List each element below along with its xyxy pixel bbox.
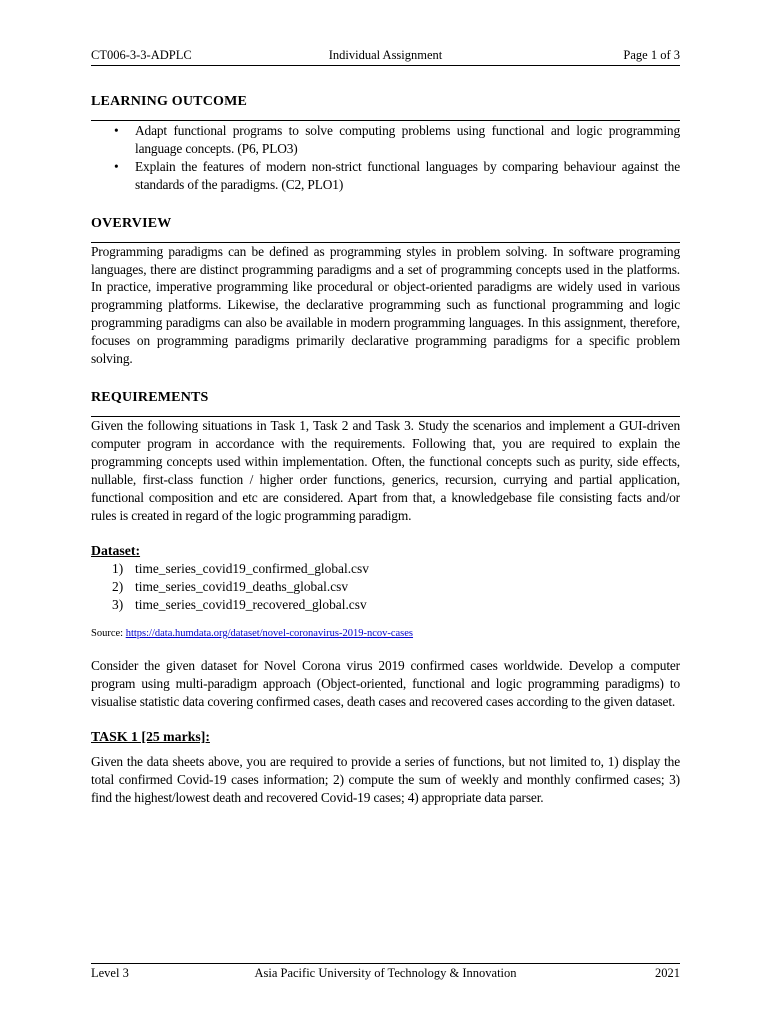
list-item [91, 596, 680, 614]
page-footer [91, 963, 680, 980]
list-number: 3) [112, 597, 124, 613]
list-item [91, 158, 680, 194]
task1-paragraph: Given the data sheets above, you are required to provide a series of functions, but not limited to, 1) display the total confirmed Covid-19 cases information; 2) compute the sum of weekly and monthly confirmed cases; 3) find the highest/lowest death and recovered Covid-19 cases; 4) appropriate data parser. [91, 753, 680, 805]
page-body [91, 93, 680, 807]
requirements-paragraph: Given the following situations in Task 1, Task 2 and Task 3. Study the scenarios and implement a GUI-driven computer program in accordance with the requirements. Following that, you are required to explain the programming concepts used within implementation. Often, the functional concepts such as purity, side effects, nullable, first-class function / higher order functions, generics, recursion, currying and partial application, functional composition and etc are considered. Apart from that, a knowledgebase file consisting facts and/or rules is created in regard of the logic programming paradigm. [91, 417, 680, 523]
footer-level: Level 3 [91, 966, 129, 980]
consider-paragraph: Consider the given dataset for Novel Corona virus 2019 confirmed cases worldwide. Develop a computer program using multi-paradigm approach (Object-oriented, functional and logic programming paradigms) to visualise statistic data covering confirmed cases, death cases and recovered cases according to the given dataset. [91, 658, 680, 709]
bullet-glyph: • [114, 123, 119, 138]
overview-heading: OVERVIEW [91, 215, 172, 231]
list-number: 2) [112, 579, 124, 595]
dataset-file-name: time_series_covid19_deaths_global.csv [135, 579, 349, 595]
task1-heading: TASK 1 [25 marks]: [91, 728, 210, 744]
learning-outcome-text: Adapt functional programs to solve computing problems using functional and logic programming language concepts. (P6, PLO3) [135, 123, 680, 156]
source-link[interactable]: https://data.humdata.org/dataset/novel-coronavirus-2019-ncov-cases [125, 628, 414, 640]
source-label: Source: [91, 628, 124, 640]
list-item [91, 560, 680, 578]
dataset-heading: Dataset: [91, 543, 141, 559]
learning-outcome-text: Explain the features of modern non-strict functional languages by comparing behaviour against the standards of the paradigms. (C2, PLO1) [135, 158, 680, 192]
overview-paragraph: Programming paradigms can be defined as programming styles in problem solving. In software programing languages, there are distinct programming paradigms and a set of programming concepts used in the platforms. In practice, imperative programming like procedural or object-oriented paradigms are widely used in various programming platforms. Likewise, the declarative programming such as functional programming and logic programming paradigms can also be available in modern programming languages. In this assignment, therefore, focuses on programming paradigms primarily declarative programming paradigms for a specific problem solving. [91, 243, 680, 367]
course-code: CT006-3-3-ADPLC [91, 48, 192, 62]
document-type: Individual Assignment [328, 48, 443, 62]
list-item [91, 578, 680, 596]
requirements-heading: REQUIREMENTS [91, 389, 209, 405]
dataset-file-name: time_series_covid19_recovered_global.csv [135, 597, 367, 613]
page-header [91, 46, 680, 66]
list-number: 1) [112, 561, 124, 577]
section-rule [91, 120, 680, 121]
footer-year: 2021 [655, 966, 680, 980]
dataset-list [91, 560, 680, 614]
learning-outcome-heading: LEARNING OUTCOME [91, 94, 248, 109]
footer-institution: Asia Pacific University of Technology & Innovation [254, 966, 517, 980]
bullet-glyph: • [114, 158, 119, 174]
list-item [91, 122, 680, 158]
dataset-file-name: time_series_covid19_confirmed_global.csv [135, 561, 369, 577]
source-line [91, 627, 680, 641]
learning-outcome-list [91, 122, 680, 194]
page-number: Page 1 of 3 [623, 48, 680, 62]
